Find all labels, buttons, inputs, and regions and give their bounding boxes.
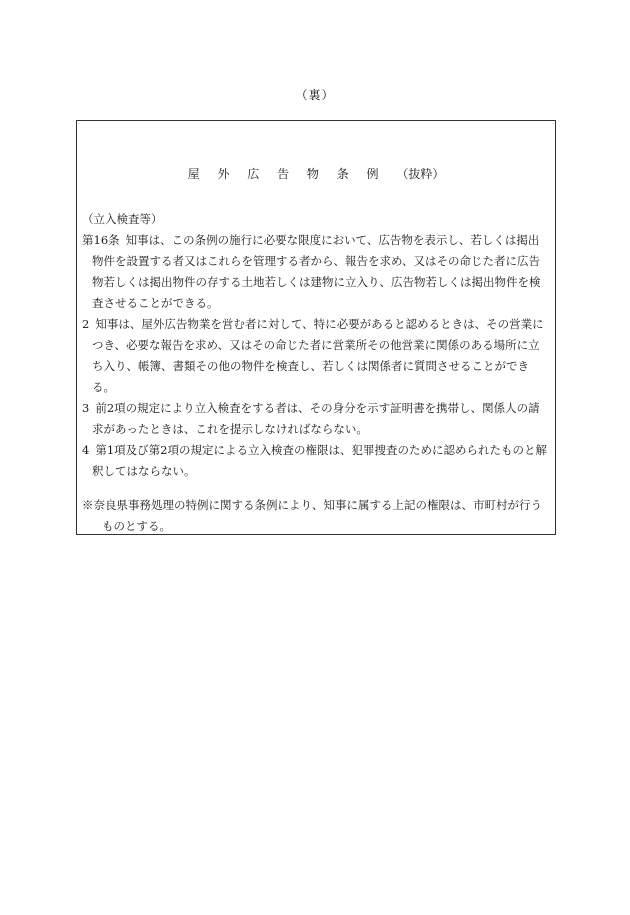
clause-number: 3 xyxy=(82,401,90,415)
clause-text: 前2項の規定により立入検査をする者は、その身分を示す証明書を携帯し、関係人の請求があったときは、これを提示しなければならない。 xyxy=(92,401,540,436)
reverse-side-mark: （裏） xyxy=(295,88,335,102)
clause-text: 第1項及び第2項の規定による立入検査の権限は、犯罪捜査のために認められたものと解釈してはならない。 xyxy=(92,443,547,478)
article-number: 第16条 xyxy=(82,233,120,247)
section-heading: （立入検査等） xyxy=(82,212,163,226)
clause-4 xyxy=(82,440,550,482)
clause-number: 2 xyxy=(82,317,90,331)
clause-2 xyxy=(82,314,550,398)
document-title: 屋 外 広 告 物 条 例 （抜粋） xyxy=(187,167,445,181)
article-16 xyxy=(82,230,550,314)
article-text: 知事は、この条例の施行に必要な限度において、広告物を表示し、若しくは掲出物件を設置する者又はこれらを管理する者から、報告を求め、又はその命じた者に広告物若しくは掲出物件の存する土地若しくは建物に立入り、広告物若しくは掲出物件を検査させることができる。 xyxy=(92,233,541,310)
clause-number: 4 xyxy=(82,443,90,457)
document-body xyxy=(82,209,550,537)
clause-3 xyxy=(82,398,550,440)
clause-text: 知事は、屋外広告物業を営む者に対して、特に必要があると認めるときは、その営業につき、必要な報告を求め、又はその命じた者に営業所その他営業に関係のある場所に立ち入り、帳簿、書類その他の物件を検査し、若しくは関係者に質問させることができる。 xyxy=(92,317,544,394)
delegation-note: ※奈良県事務処理の特例に関する条例により、知事に属する上記の権限は、市町村が行うものとする。 xyxy=(82,498,542,533)
spacer xyxy=(82,482,550,495)
